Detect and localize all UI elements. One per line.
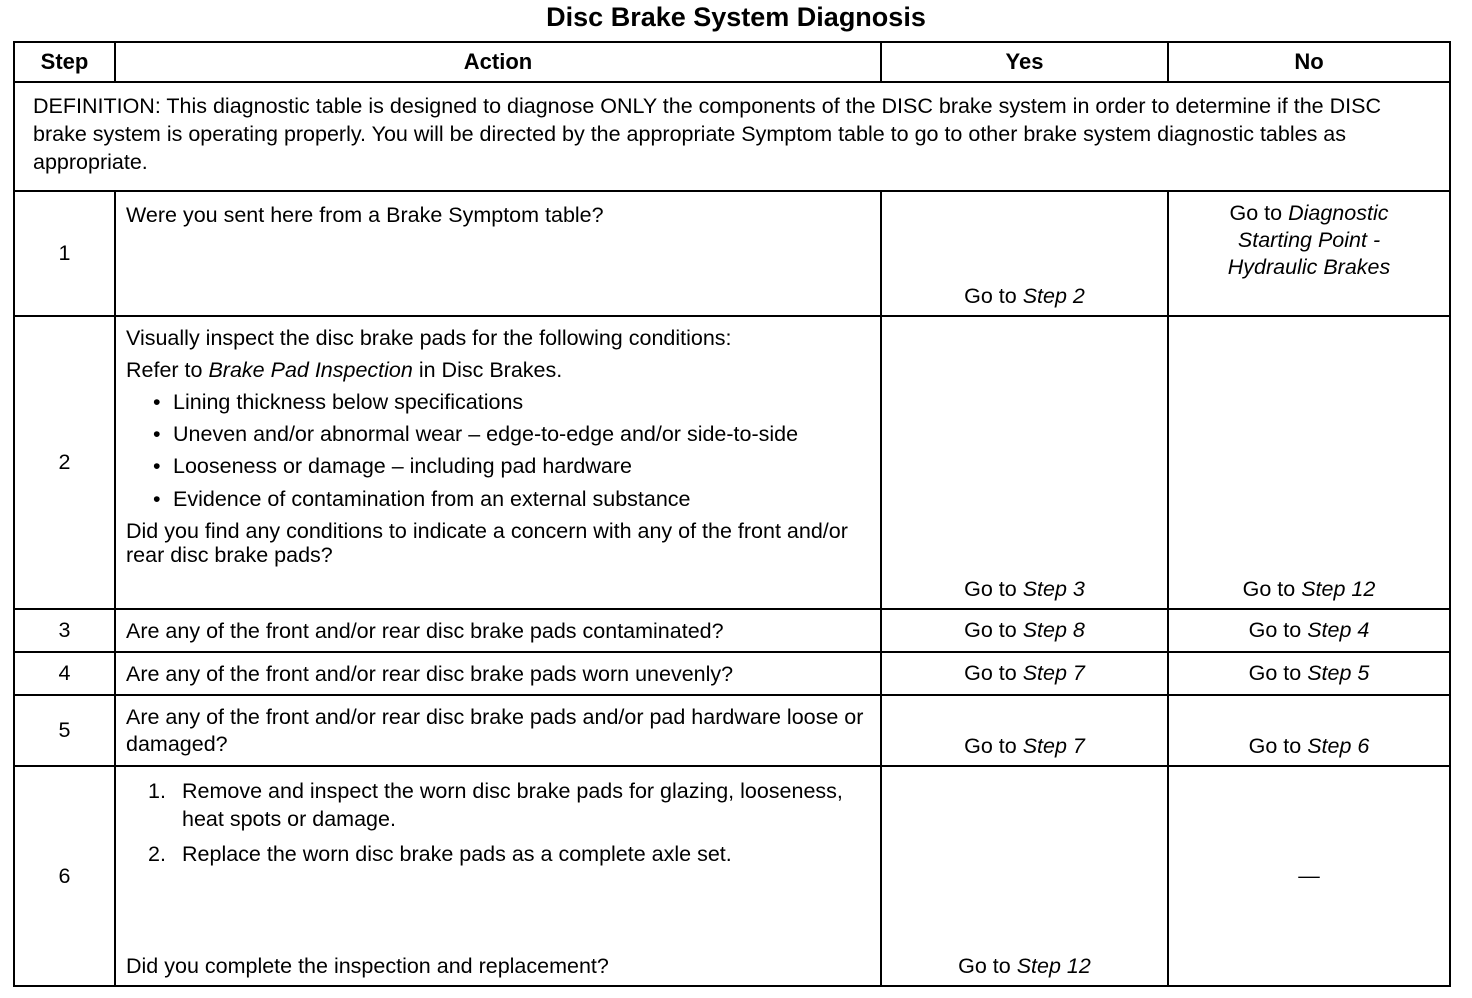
no-cell: [1168, 191, 1450, 316]
yes-cell: [881, 695, 1168, 766]
header-no: No: [1168, 42, 1450, 82]
no-ref-line-2: Starting Point -: [1237, 228, 1381, 252]
table-row: [14, 316, 1450, 609]
list-item: • Evidence of contamination from an external substance: [173, 486, 870, 512]
step-number: 2: [14, 316, 115, 609]
step-number: 5: [14, 695, 115, 766]
yes-result: Go to Step 3: [964, 577, 1085, 601]
no-cell: [1168, 316, 1450, 609]
definition-text: DEFINITION: This diagnostic table is designed to diagnose ONLY the components of the DISC brake system in order to determine if the DISC brake system is operating properly. You will be directed by the appropriate Symptom table to go to other brake system diagnostic tables as appropriate.: [14, 82, 1450, 191]
no-ref-line-1: Diagnostic: [1288, 201, 1389, 225]
yes-cell: Go to Step 8: [881, 609, 1168, 652]
action-question: Are any of the front and/or rear disc brake pads contaminated?: [126, 618, 724, 643]
header-yes: Yes: [881, 42, 1168, 82]
list-item: 1. Remove and inspect the worn disc brake pads for glazing, looseness, heat spots or damage.: [148, 779, 843, 831]
table-row: [14, 652, 1450, 695]
yes-result: Go to Step 7: [964, 734, 1085, 758]
action-question: Are any of the front and/or rear disc brake pads and/or pad hardware loose or damaged?: [126, 705, 864, 756]
action-question: Are any of the front and/or rear disc brake pads worn unevenly?: [126, 661, 734, 686]
action-question: Did you find any conditions to indicate a concern with any of the front and/or rear disc brake pads?: [126, 519, 848, 567]
yes-cell: [881, 316, 1168, 609]
reference-link: Brake Pad Inspection: [208, 358, 413, 382]
action-cell: [115, 191, 881, 316]
list-item: • Looseness or damage – including pad hardware: [173, 453, 870, 479]
yes-step-link: Step 7: [1022, 661, 1085, 685]
action-cell: [115, 695, 881, 766]
action-cell: [115, 766, 881, 986]
step-number: 6: [14, 766, 115, 986]
no-cell: [1168, 695, 1450, 766]
yes-step-link: Step 12: [1016, 954, 1091, 978]
no-result: Go to Step 6: [1248, 734, 1370, 758]
no-step-link: Step 5: [1307, 661, 1370, 685]
yes-step-link: Step 3: [1022, 577, 1085, 601]
step-number: 4: [14, 652, 115, 695]
action-cell: [115, 316, 881, 609]
diagnosis-table: [13, 41, 1451, 987]
action-cell: [115, 609, 881, 652]
list-item: • Uneven and/or abnormal wear – edge-to-edge and/or side-to-side: [173, 422, 870, 446]
no-result: [1169, 192, 1449, 281]
no-step-link: Step 12: [1301, 577, 1376, 601]
yes-cell: Go to Step 7: [881, 652, 1168, 695]
yes-result: [882, 284, 1167, 309]
page-title: Disc Brake System Diagnosis: [546, 2, 926, 32]
no-step-link: Step 6: [1307, 734, 1370, 758]
action-question: Did you complete the inspection and replacement?: [126, 954, 609, 978]
yes-result: Go to Step 12: [958, 954, 1091, 978]
procedure-list: [126, 777, 870, 867]
no-result-dash: —: [1298, 863, 1320, 888]
header-step: Step: [14, 42, 115, 82]
table-row: [14, 609, 1450, 652]
table-row: [14, 695, 1450, 766]
list-item: 2. Replace the worn disc brake pads as a complete axle set.: [148, 842, 732, 866]
action-intro: Visually inspect the disc brake pads for the following conditions:: [126, 326, 732, 350]
no-step-link: Step 4: [1307, 618, 1370, 642]
condition-list: [126, 389, 870, 512]
yes-step-link: Step 8: [1022, 618, 1085, 642]
table-row: [14, 766, 1450, 986]
table-row: [14, 191, 1450, 316]
yes-step-link: Step 2: [1022, 284, 1085, 308]
no-result: Go to Step 12: [1242, 577, 1376, 601]
list-item: • Lining thickness below specifications: [173, 389, 870, 415]
goto-label: Go to: [964, 284, 1017, 308]
yes-step-link: Step 7: [1022, 734, 1085, 758]
yes-cell: [881, 766, 1168, 986]
no-cell: [1168, 766, 1450, 986]
action-cell: [115, 652, 881, 695]
definition-row: [14, 82, 1450, 191]
action-question: Were you sent here from a Brake Symptom table?: [126, 203, 604, 227]
no-cell: Go to Step 5: [1168, 652, 1450, 695]
no-ref-line-3: Hydraulic Brakes: [1227, 255, 1391, 279]
header-action: Action: [115, 42, 881, 82]
yes-cell: [881, 191, 1168, 316]
step-number: 3: [14, 609, 115, 652]
action-reference: Refer to Brake Pad Inspection in Disc Brakes.: [126, 358, 563, 382]
header-row: [14, 42, 1450, 82]
goto-label: Go to: [1229, 201, 1283, 225]
step-number: 1: [14, 191, 115, 316]
no-cell: Go to Step 4: [1168, 609, 1450, 652]
